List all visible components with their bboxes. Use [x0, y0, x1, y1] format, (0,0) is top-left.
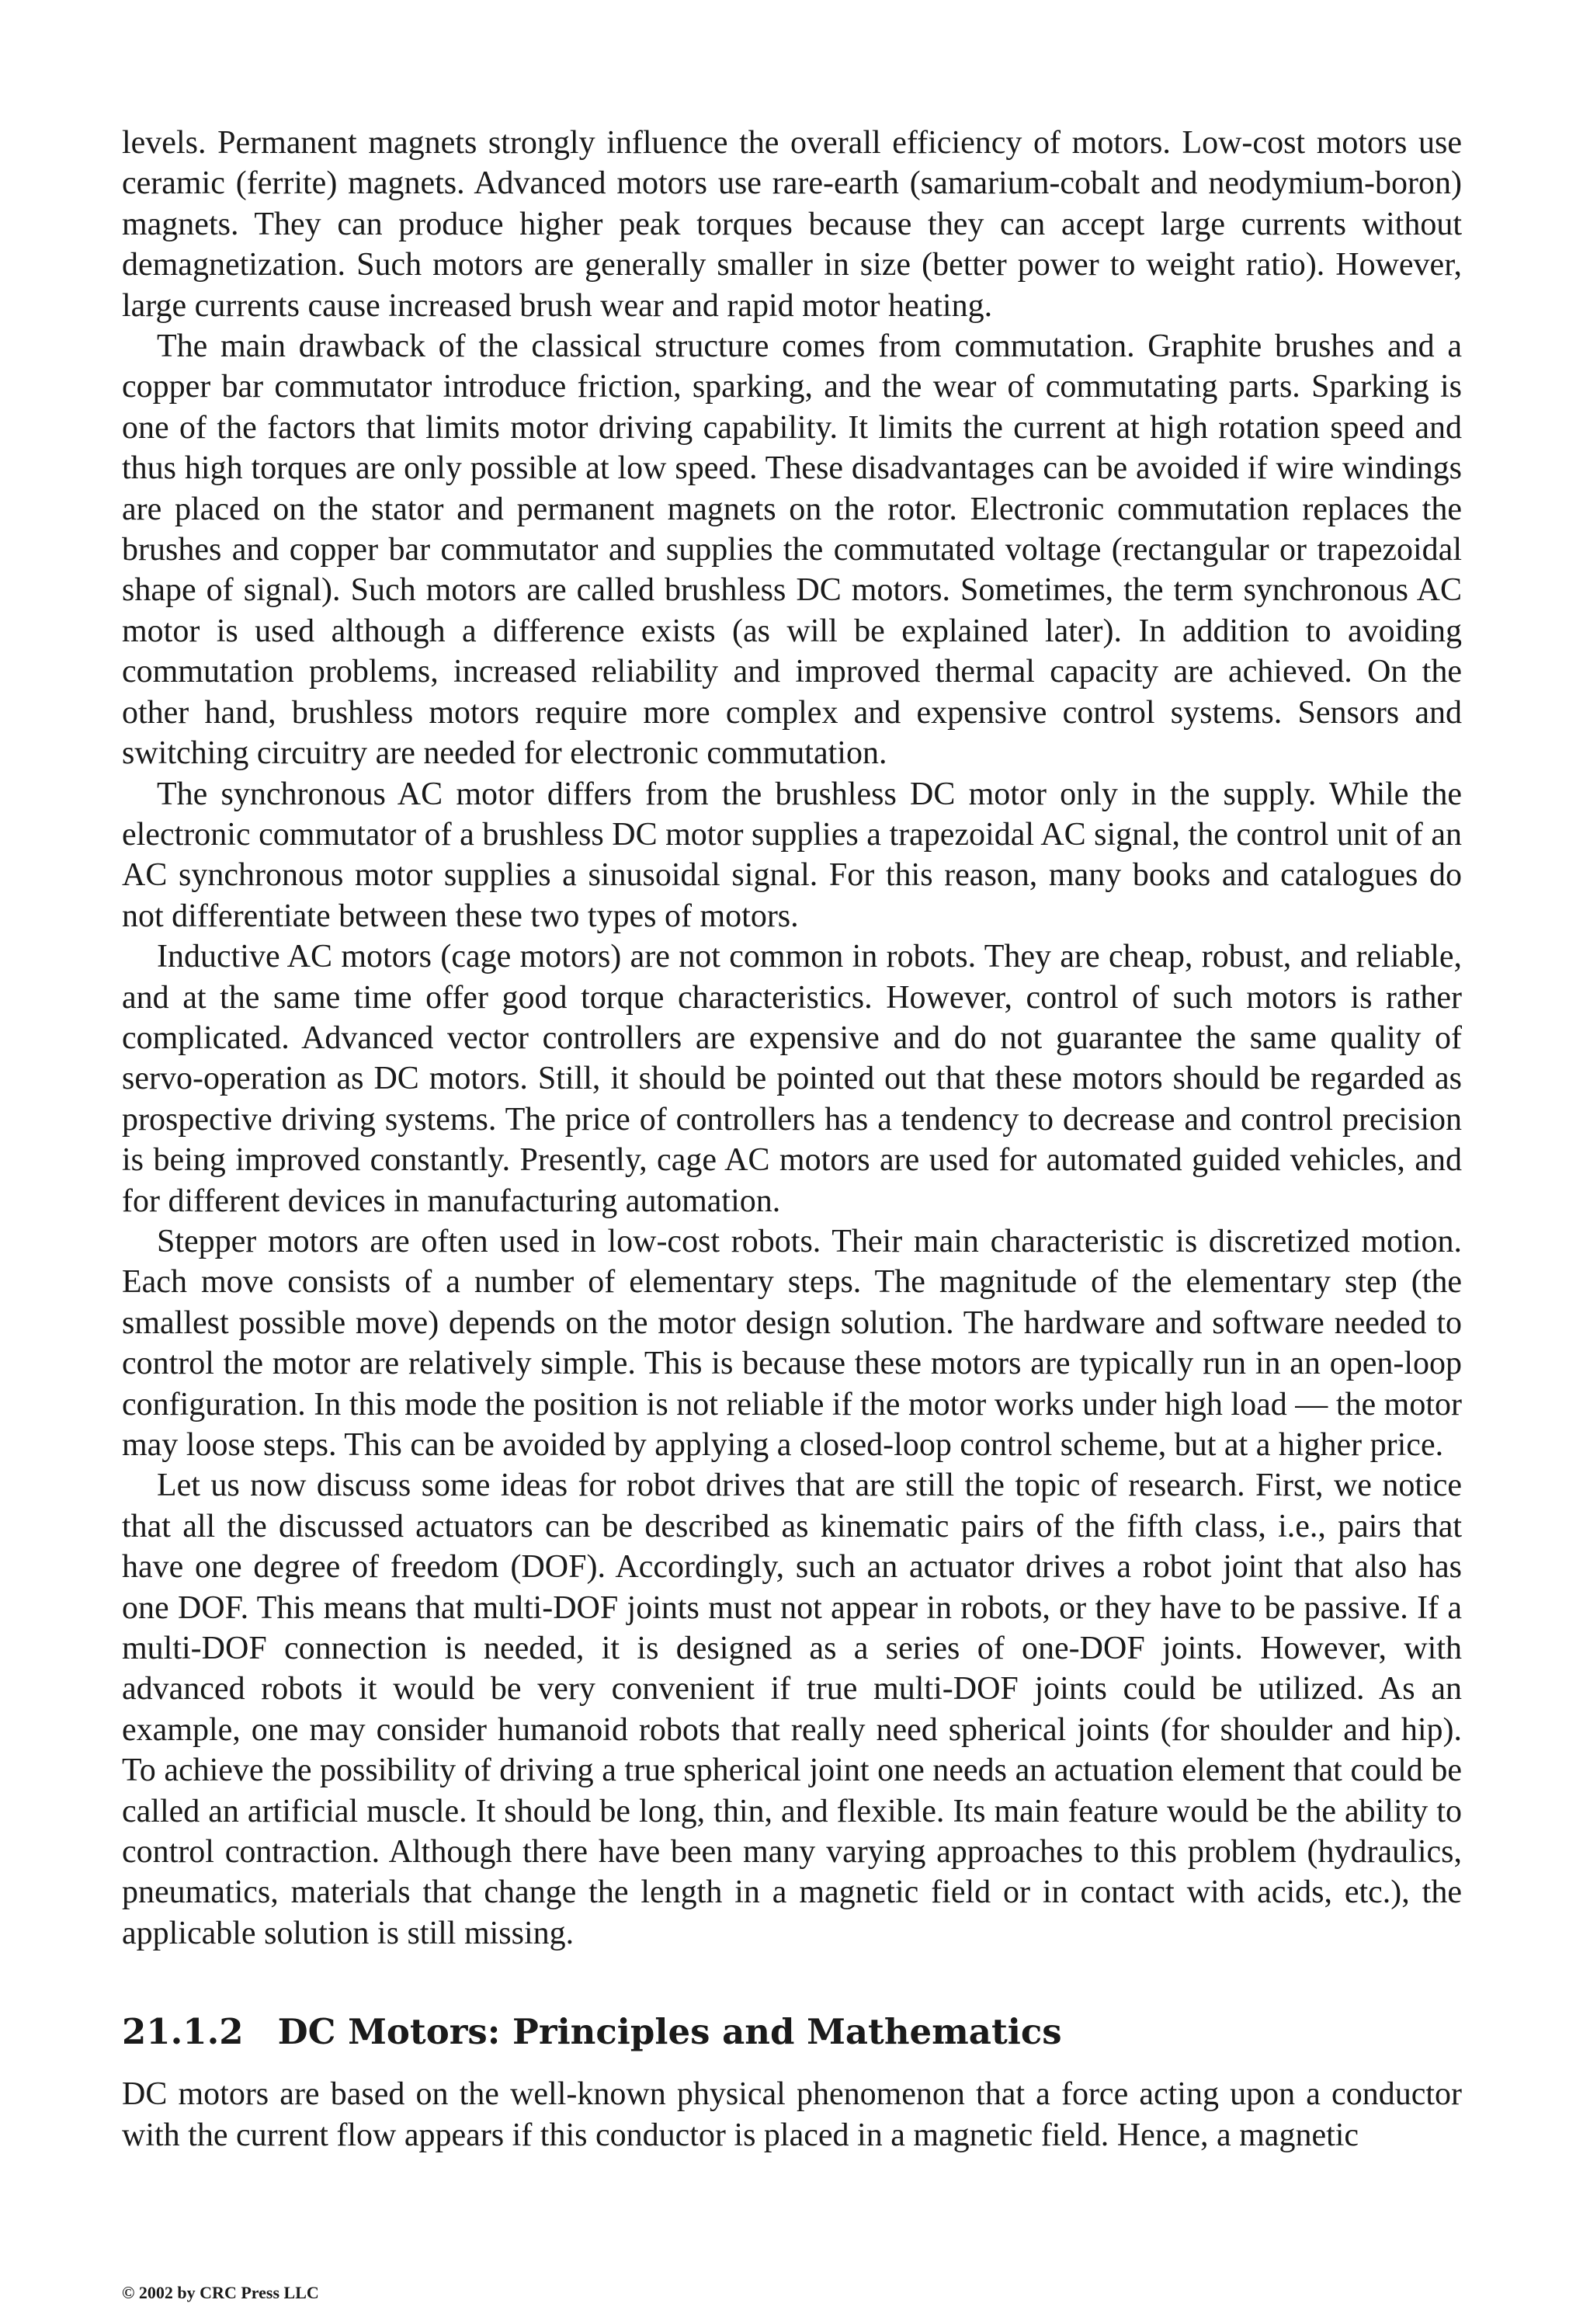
- copyright-footer: © 2002 by CRC Press LLC: [122, 2283, 319, 2302]
- paragraph-magnets: levels. Permanent magnets strongly influence the overall efficiency of motors. Low-cost motors use ceramic (ferrite) magnets. Advanced motors use rare-earth (samarium-cobalt and neodymium-boron) magnets. They can produce higher peak torques because they can accept large currents without demagnetization. Such motors are generally smaller in size (better power to weight ratio). However, large currents cause increased brush wear and rapid motor heating.: [122, 125, 1462, 324]
- page-body: [122, 123, 1462, 2156]
- paragraph-inductive-ac: Inductive AC motors (cage motors) are not common in robots. They are cheap, robust, and reliable, and at the same time offer good torque characteristics. However, control of such motors is rather complicated. Advanced vector controllers are expensive and do not guarantee the same quality of servo-operation as DC motors. Still, it should be pointed out that these motors should be regarded as prospective driving systems. The price of controllers has a tendency to decrease and control precision is being improved constantly. Presently, cage AC motors are used for automated guided vehicles, and for different devices in manufacturing automation.: [122, 939, 1462, 1219]
- paragraph-synchronous-ac: The synchronous AC motor differs from the brushless DC motor only in the supply. While the electronic commutator of a brushless DC motor supplies a trapezoidal AC signal, the control unit of an AC synchronous motor supplies a sinusoidal signal. For this reason, many books and catalogues do not differentiate between these two types of motors.: [122, 776, 1462, 934]
- section-heading: [122, 2010, 1462, 2054]
- section-title: DC Motors: Principles and Mathematics: [277, 2011, 1062, 2053]
- paragraph-research-drives: Let us now discuss some ideas for robot drives that are still the topic of research. First, we notice that all the discussed actuators can be described as kinematic pairs of the fifth class, i.e., pairs that have one degree of freedom (DOF). Accordingly, such an actuator drives a robot joint that also has one DOF. This means that multi-DOF joints must not appear in robots, or they have to be passive. If a multi-DOF connection is needed, it is designed as a series of one-DOF joints. However, with advanced robots it would be very convenient if true multi-DOF joints could be utilized. As an example, one may consider humanoid robots that really need spherical joints (for shoulder and hip). To achieve the possibility of driving a true spherical joint one needs an actuation element that could be called an artificial muscle. It should be long, thin, and flexible. Its main feature would be the ability to control contraction. Although there have been many varying approaches to this problem (hydraulics, pneumatics, materials that change the length in a magnetic field or in contact with acids, etc.), the applicable solution is still missing.: [122, 1468, 1462, 1951]
- paragraph-commutation: The main drawback of the classical structure comes from commutation. Graphite brushes and a copper bar commutator introduce friction, sparking, and the wear of commutating parts. Sparking is one of the factors that limits motor driving capability. It limits the current at high rotation speed and thus high torques are only possible at low speed. These disadvantages can be avoided if wire windings are placed on the stator and permanent magnets on the rotor. Electronic commutation replaces the brushes and copper bar commutator and supplies the commutated voltage (rectangular or trapezoidal shape of signal). Such motors are called brushless DC motors. Sometimes, the term synchronous AC motor is used although a difference exists (as will be explained later). In addition to avoiding commutation problems, increased reliability and improved thermal capacity are achieved. On the other hand, brushless motors require more complex and expensive control systems. Sensors and switching circuitry are needed for electronic commutation.: [122, 328, 1462, 772]
- paragraph-dc-motors-intro: DC motors are based on the well-known physical phenomenon that a force acting upon a conductor with the current flow appears if this conductor is placed in a magnetic field. Hence, a magnetic: [122, 2076, 1462, 2153]
- paragraph-stepper: Stepper motors are often used in low-cost robots. Their main characteristic is discretized motion. Each move consists of a number of elementary steps. The magnitude of the elementary step (the smallest possible move) depends on the motor design solution. The hardware and software needed to control the motor are relatively simple. This is because these motors are typically run in an open-loop configuration. In this mode the position is not reliable if the motor works under high load — the motor may loose steps. This can be avoided by applying a closed-loop control scheme, but at a higher price.: [122, 1223, 1462, 1463]
- section-number: 21.1.2: [122, 2011, 244, 2053]
